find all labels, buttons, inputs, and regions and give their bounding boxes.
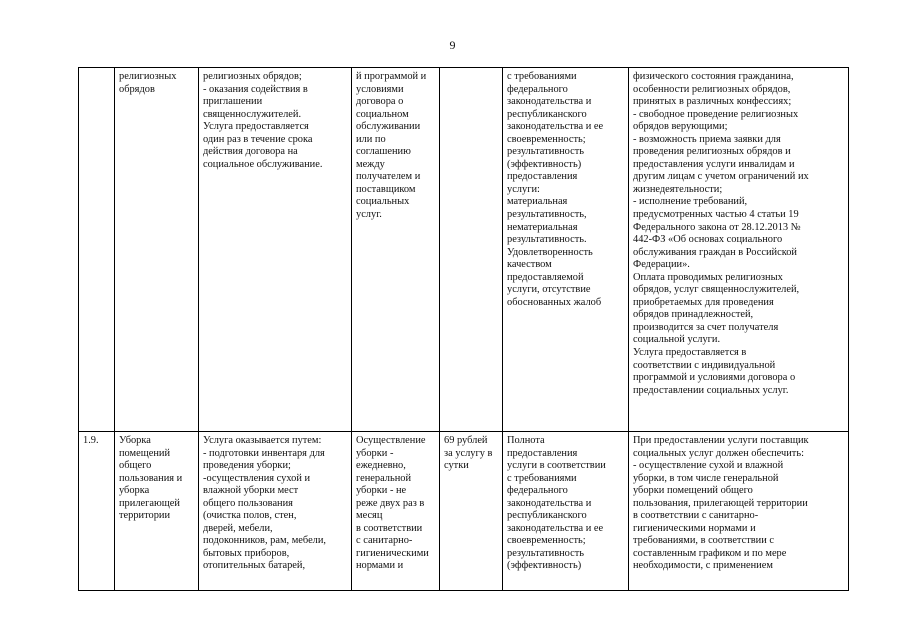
cell-service-name: религиозных обрядов [115, 68, 199, 432]
cell-conditions: При предоставлении услуги поставщик социальных услуг должен обеспечить: - осуществление сухой и влажной уборки, в том числе генеральной уборки помещений общего пользования, прилегающей территории в соответствии с санитарно- гигиеническими нормами и требованиями, в соответствии с составленным графиком и по мере необходимости, с применением [629, 432, 849, 591]
table-row [79, 68, 849, 432]
cell-service-description: Услуга оказывается путем: - подготовки инвентаря для проведения уборки; -осуществления сухой и влажной уборки мест общего пользования (очистка полов, стен, дверей, мебели, подоконников, рам, мебели, бытовых приборов, отопительных батарей, [199, 432, 352, 591]
page-number: 9 [449, 38, 456, 52]
cell-quality-indicators: Полнота предоставления услуги в соответствии с требованиями федерального законодательства и республиканского законодательства и ее своевременность; результативность (эффективность) [503, 432, 629, 591]
cell-service-volume: Осуществление уборки - ежедневно, генеральной уборки - не реже двух раз в месяц в соответствии с санитарно- гигиеническими нормами и [352, 432, 440, 591]
cell-service-description: религиозных обрядов; - оказания содействия в приглашении священнослужителей. Услуга предоставляется один раз в течение срока действия договора на социальное обслуживание. [199, 68, 352, 432]
services-table [78, 67, 849, 591]
cell-service-name: Уборка помещений общего пользования и уборка прилегающей территории [115, 432, 199, 591]
cell-number [79, 68, 115, 432]
cell-tariff [440, 68, 503, 432]
cell-tariff: 69 рублей за услугу в сутки [440, 432, 503, 591]
cell-service-volume: й программой и условиями договора о социальном обслуживании или по соглашению между получателем и поставщиком социальных услуг. [352, 68, 440, 432]
cell-number: 1.9. [79, 432, 115, 591]
table-row [79, 432, 849, 591]
cell-conditions: физического состояния гражданина, особенности религиозных обрядов, принятых в различных конфессиях; - свободное проведение религиозных обрядов верующими; - возможность приема заявки для проведения религиозных обрядов и предоставления услуги инвалидам и другим лицам с учетом ограничений их жизнедеятельности; - исполнение требований, предусмотренных частью 4 статьи 19 Федерального закона от 28.12.2013 № 442-ФЗ «Об основах социального обслуживания граждан в Российской Федерации». Оплата проводимых религиозных обрядов, услуг священнослужителей, приобретаемых для проведения обрядов принадлежностей, производится за счет получателя социальной услуги. Услуга предоставляется в соответствии с индивидуальной программой и условиями договора о предоставлении социальных услуг. [629, 68, 849, 432]
cell-quality-indicators: с требованиями федерального законодательства и республиканского законодательства и ее своевременность; результативность (эффективность) предоставления услуги: материальная результативность, нематериальная результативность. Удовлетворенность качеством предоставляемой услуги, отсутствие обоснованных жалоб [503, 68, 629, 432]
